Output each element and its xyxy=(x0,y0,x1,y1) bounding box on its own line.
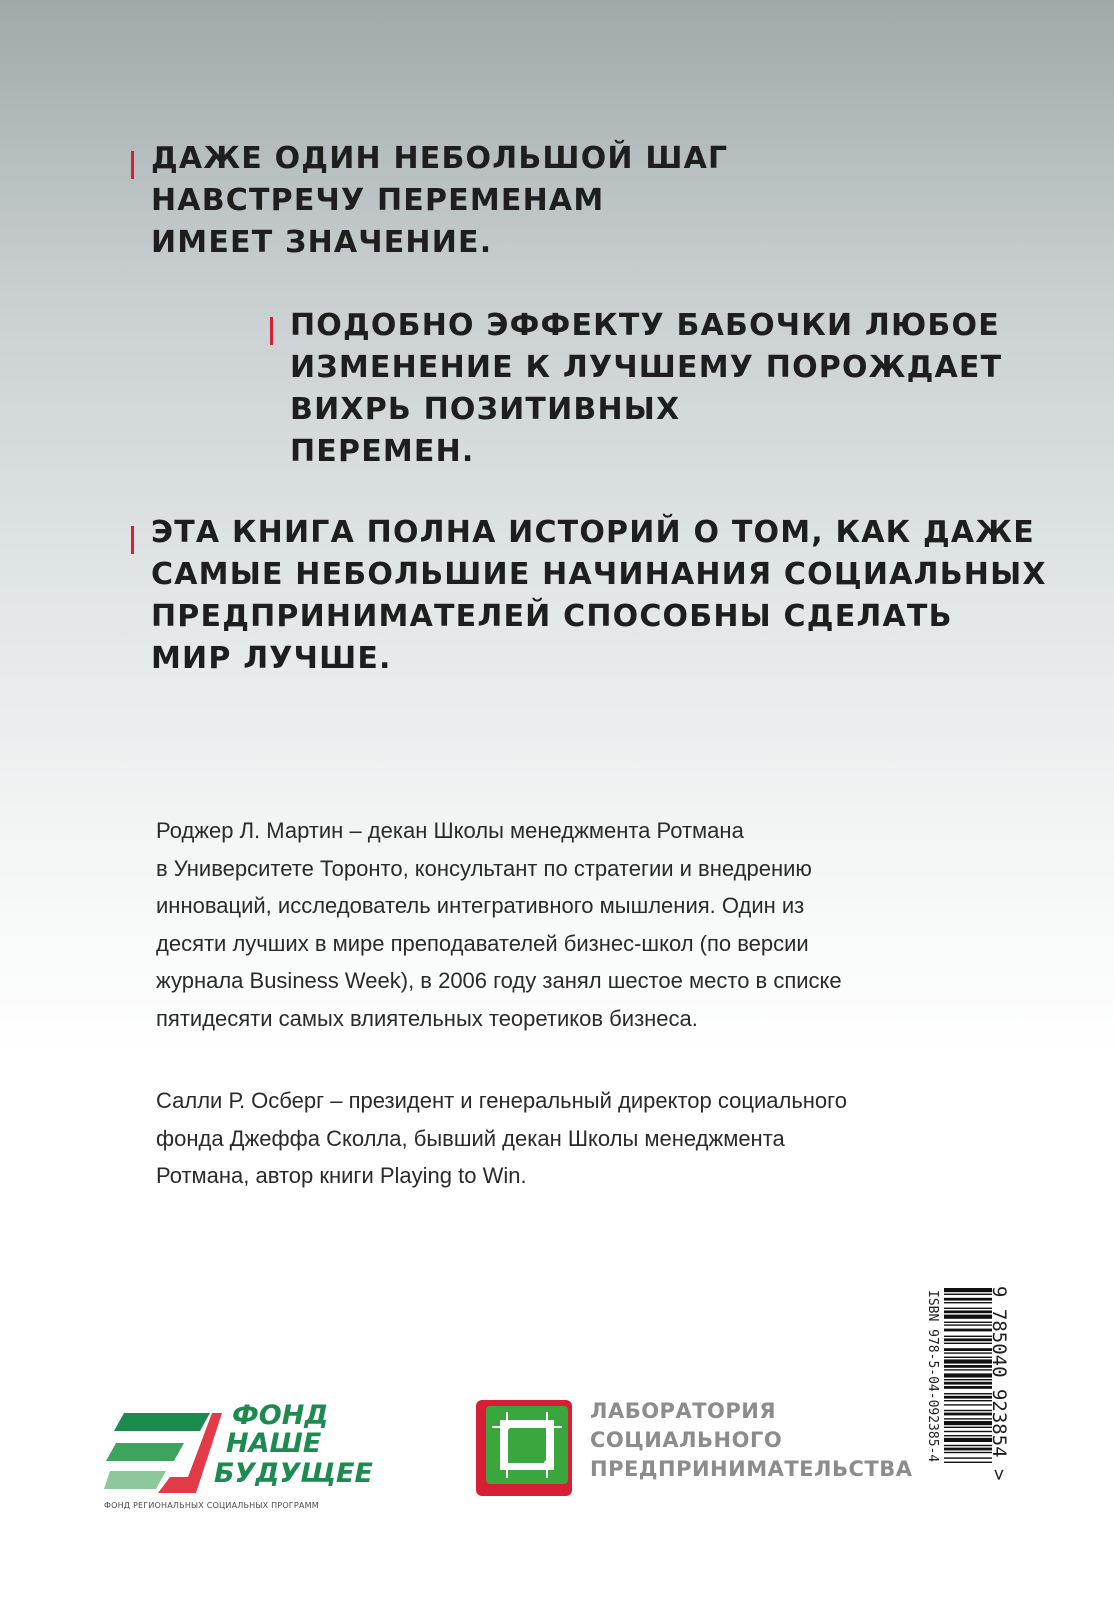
barcode-bar xyxy=(944,1418,992,1419)
barcode-bar xyxy=(944,1365,992,1368)
fund-logo-line: БУДУЩЕЕ xyxy=(214,1458,373,1489)
quote-3-line: САМЫЕ НЕБОЛЬШИЕ НАЧИНАНИЯ СОЦИАЛЬНЫХ xyxy=(151,557,1047,592)
barcode-bar xyxy=(944,1431,992,1432)
bio-line: пятидесяти самых влиятельных теоретиков бизнеса. xyxy=(156,1005,698,1031)
quote-1-line: ИМЕЕТ ЗНАЧЕНИЕ. xyxy=(151,225,493,260)
barcode-bar xyxy=(944,1324,992,1325)
barcode-bar xyxy=(944,1421,992,1425)
barcode-digits: 9 785040 923854 > xyxy=(988,1286,1010,1481)
barcode-bar xyxy=(944,1445,992,1446)
barcode-bar xyxy=(944,1357,992,1358)
quote-3-line: ЭТА КНИГА ПОЛНА ИСТОРИЙ О ТОМ, КАК ДАЖЕ xyxy=(151,515,1035,550)
quote-3-line: ПРЕДПРИНИМАТЕЛЕЙ СПОСОБНЫ СДЕЛАТЬ xyxy=(151,599,953,634)
barcode-bar xyxy=(944,1386,992,1389)
bio-line: десяти лучших в мире преподавателей бизнес-школ (по версии xyxy=(156,930,809,956)
barcode-bar xyxy=(944,1427,992,1428)
fund-logo-mark-icon xyxy=(104,1407,224,1499)
fund-logo-tagline: ФОНД РЕГИОНАЛЬНЫХ СОЦИАЛЬНЫХ ПРОГРАММ xyxy=(104,1501,319,1510)
fund-logo-line: ФОНД xyxy=(232,1400,329,1431)
quote-2-accent-bar xyxy=(270,317,273,345)
barcode-bar xyxy=(944,1308,992,1309)
barcode xyxy=(944,1286,992,1522)
bio-line: журнала Business Week), в 2006 году занял шестое место в списке xyxy=(156,968,842,994)
quote-1-line: ДАЖЕ ОДИН НЕБОЛЬШОЙ ШАГ xyxy=(151,141,729,176)
barcode-bar xyxy=(944,1404,992,1405)
barcode-bar xyxy=(944,1288,992,1292)
barcode-bar xyxy=(944,1462,992,1463)
barcode-bar xyxy=(944,1315,992,1319)
barcode-bar xyxy=(944,1457,992,1458)
barcode-bar xyxy=(944,1343,992,1344)
bio-line: в Университете Торонто, консультант по стратегии и внедрению xyxy=(156,855,812,881)
barcode-bar xyxy=(944,1393,992,1394)
barcode-bar xyxy=(944,1359,992,1363)
quote-2-line: ПОДОБНО ЭФФЕКТУ БАБОЧКИ ЛЮБОЕ xyxy=(290,308,1000,343)
quote-3-line: МИР ЛУЧШЕ. xyxy=(151,641,392,676)
barcode-bar xyxy=(944,1410,992,1411)
bio-line: Ротмана, автор книги Playing to Win. xyxy=(156,1163,527,1189)
barcode-bar xyxy=(944,1396,992,1399)
bio-sally-osberg xyxy=(156,1082,847,1195)
barcode-bar xyxy=(944,1373,992,1377)
barcode-bar xyxy=(944,1298,992,1301)
lab-logo-mark-icon xyxy=(474,1398,574,1498)
bio-line: фонда Джеффа Сколла, бывший декан Школы менеджмента xyxy=(156,1125,785,1151)
barcode-bar xyxy=(944,1338,992,1341)
bio-line: Салли Р. Осберг – президент и генеральный директор социального xyxy=(156,1088,847,1113)
fund-logo xyxy=(104,1400,394,1520)
barcode-bar xyxy=(944,1452,992,1453)
barcode-bar xyxy=(944,1310,992,1313)
bio-line: инноваций, исследователь интегративного мышления. Один из xyxy=(156,893,805,919)
barcode-bar xyxy=(944,1322,992,1323)
fund-logo-line: НАШЕ xyxy=(226,1428,322,1459)
quote-2-line: ВИХРЬ ПОЗИТИВНЫХ xyxy=(290,392,681,427)
barcode-bar xyxy=(944,1336,992,1337)
quote-3 xyxy=(151,512,1047,680)
barcode-bar xyxy=(944,1379,992,1380)
quote-2-line: ИЗМЕНЕНИЕ К ЛУЧШЕМУ ПОРОЖДАЕТ xyxy=(290,350,1003,385)
quote-1-accent-bar xyxy=(131,151,134,179)
isbn-label: ISBN 978-5-04-092385-4 xyxy=(925,1290,940,1463)
lab-logo-line: ПРЕДПРИНИМАТЕЛЬСТВА xyxy=(590,1457,913,1481)
barcode-bar xyxy=(944,1329,992,1332)
barcode-bar xyxy=(944,1382,992,1385)
barcode-bar xyxy=(944,1352,992,1353)
barcode-bar xyxy=(944,1448,992,1451)
barcode-bar xyxy=(944,1294,992,1295)
bio-roger-martin xyxy=(156,812,842,1038)
barcode-bar xyxy=(944,1435,992,1436)
barcode-bar xyxy=(944,1438,992,1442)
barcode-bar xyxy=(944,1400,992,1401)
quote-1-line: НАВСТРЕЧУ ПЕРЕМЕНАМ xyxy=(151,183,605,218)
barcode-bar xyxy=(944,1302,992,1303)
quote-1 xyxy=(151,138,728,264)
lab-logo-line: ЛАБОРАТОРИЯ xyxy=(590,1399,777,1423)
barcode-bar xyxy=(944,1413,992,1416)
barcode-bar xyxy=(944,1369,992,1370)
barcode-bar xyxy=(944,1348,992,1351)
bio-line: Роджер Л. Мартин – декан Школы менеджмента Ротмана xyxy=(156,818,744,843)
quote-2-line: ПЕРЕМЕН. xyxy=(290,434,475,469)
lab-logo-line: СОЦИАЛЬНОГО xyxy=(590,1428,783,1452)
quote-2 xyxy=(290,305,1002,473)
quote-3-accent-bar xyxy=(131,526,134,554)
